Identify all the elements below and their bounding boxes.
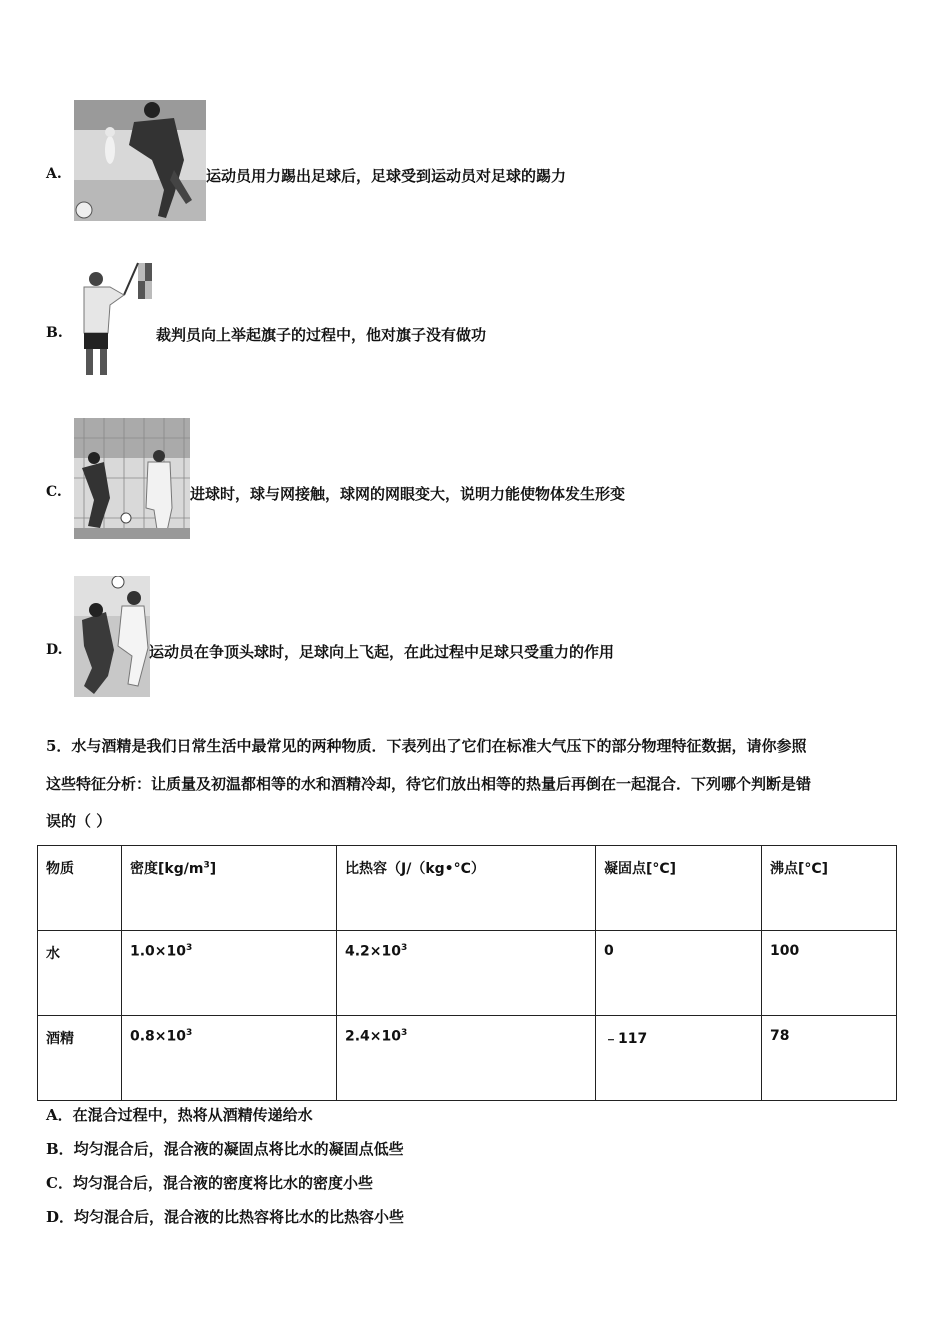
header-density: 密度$[kg/m^3]$	[122, 846, 337, 931]
cell-density: $0.8\times 10^3$	[122, 1016, 337, 1101]
cell-substance: 水	[38, 931, 122, 1016]
cell-freezing-point: 0	[596, 931, 762, 1016]
option-text: 裁判员向上举起旗子的过程中，他对旗子没有做功	[156, 326, 487, 344]
question-5-line-1: 5．水与酒精是我们日常生活中最常见的两种物质．下表列出了它们在标准大气压下的部分物理特征数据，请你参照	[46, 737, 807, 755]
header-boiling-point: 沸点[°C]	[762, 846, 897, 931]
option-d	[46, 576, 926, 700]
soccer-kick-photo	[74, 100, 206, 221]
option-a	[46, 100, 926, 224]
option-text: 进球时，球与网接触，球网的网眼变大，说明力能使物体发生形变	[190, 485, 626, 503]
option-letter: C.	[46, 484, 62, 500]
option-c	[46, 418, 926, 542]
cell-freezing-point: ﹣117	[596, 1016, 762, 1101]
option-text: 运动员在争顶头球时，足球向上飞起，在此过程中足球只受重力的作用	[149, 643, 615, 661]
cell-substance: 酒精	[38, 1016, 122, 1101]
option-letter: B.	[46, 325, 63, 341]
header-photo	[74, 576, 150, 697]
choice-a: A．在混合过程中，热将从酒精传递给水	[46, 1106, 313, 1124]
cell-density: $1.0\times 10^3$	[122, 931, 337, 1016]
properties-table	[37, 845, 897, 1101]
cell-specific-heat: $4.2\times 10^3$	[337, 931, 596, 1016]
header-specific-heat: 比热容（J/（kg•°C）	[337, 846, 596, 931]
cell-boiling-point: 100	[762, 931, 897, 1016]
table-row	[38, 1016, 897, 1101]
table-row	[38, 931, 897, 1016]
choice-b: B．均匀混合后，混合液的凝固点将比水的凝固点低些	[46, 1140, 404, 1158]
choice-d: D．均匀混合后，混合液的比热容将比水的比热容小些	[46, 1208, 405, 1226]
goal-net-photo	[74, 418, 190, 539]
option-letter: D.	[46, 642, 63, 658]
question-5-line-3: 误的（ ）	[46, 812, 112, 830]
question-5-line-2: 这些特征分析：让质量及初温都相等的水和酒精冷却，待它们放出相等的热量后再倒在一起混合．下列哪个判断是错	[46, 775, 812, 793]
option-letter: A.	[46, 166, 62, 182]
header-freezing-point: 凝固点[°C]	[596, 846, 762, 931]
table-header-row	[38, 846, 897, 931]
option-b	[46, 259, 926, 383]
option-text: 运动员用力踢出足球后，足球受到运动员对足球的踢力	[206, 167, 567, 185]
cell-specific-heat: $2.4\times 10^3$	[337, 1016, 596, 1101]
referee-flag-photo	[74, 259, 154, 380]
choice-c: C．均匀混合后，混合液的密度将比水的密度小些	[46, 1174, 373, 1192]
cell-boiling-point: 78	[762, 1016, 897, 1101]
header-substance: 物质	[38, 846, 122, 931]
